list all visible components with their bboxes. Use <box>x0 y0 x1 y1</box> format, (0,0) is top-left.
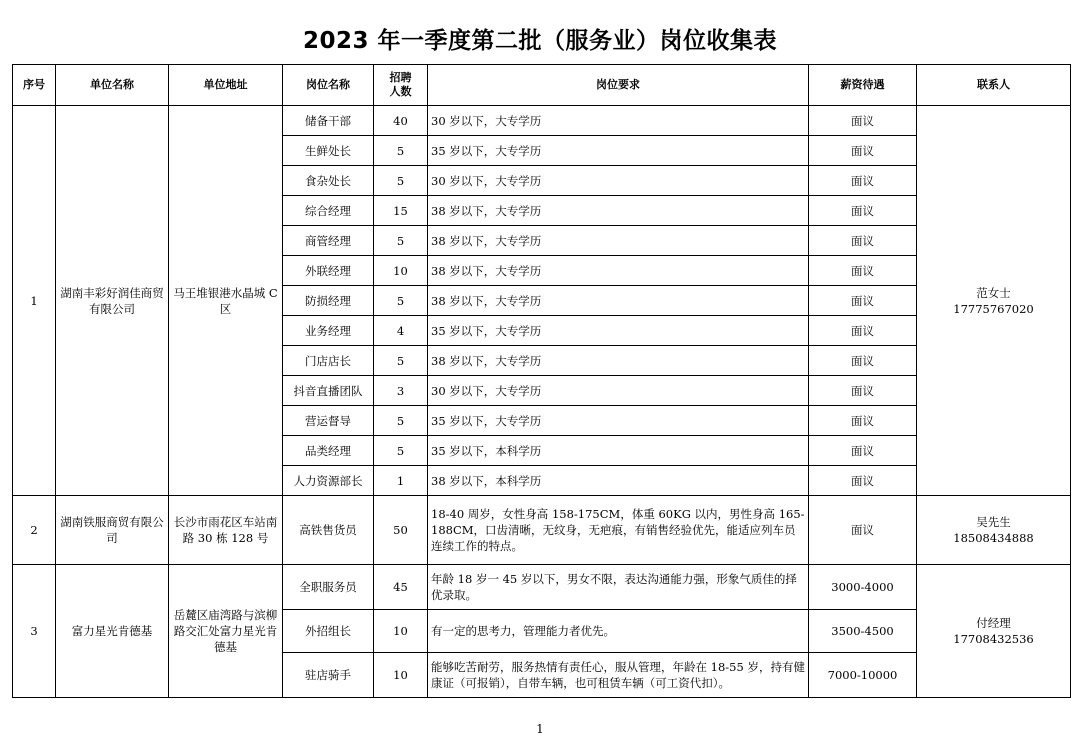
salary-cell: 面议 <box>809 466 917 496</box>
company-address-cell: 岳麓区庙湾路与滨柳路交汇处富力星光肯德基 <box>169 565 283 698</box>
company-address-cell: 马王堆银港水晶城 C 区 <box>169 106 283 496</box>
contact-name: 范女士 <box>976 285 1011 300</box>
header-count-line2: 人数 <box>389 85 412 98</box>
count-cell: 5 <box>374 226 428 256</box>
requirements-cell: 能够吃苦耐劳，服务热情有责任心，服从管理，年龄在 18-55 岁，持有健康证（可报销），自带车辆，也可租赁车辆（可工资代扣）。 <box>428 653 809 698</box>
header-address: 单位地址 <box>169 65 283 106</box>
salary-cell: 面议 <box>809 166 917 196</box>
position-cell: 综合经理 <box>283 196 374 226</box>
requirements-cell: 38 岁以下，大专学历 <box>428 346 809 376</box>
requirements-cell: 35 岁以下，大专学历 <box>428 406 809 436</box>
contact-cell <box>917 106 1071 496</box>
salary-cell: 面议 <box>809 136 917 166</box>
header-salary: 薪资待遇 <box>809 65 917 106</box>
company-name-cell: 富力星光肯德基 <box>56 565 169 698</box>
requirements-cell: 38 岁以下，大专学历 <box>428 256 809 286</box>
contact-phone: 17775767020 <box>953 301 1034 316</box>
page-number: 1 <box>536 722 544 736</box>
position-cell: 商管经理 <box>283 226 374 256</box>
seq-cell: 2 <box>13 496 56 565</box>
position-cell: 门店店长 <box>283 346 374 376</box>
requirements-cell: 30 岁以下，大专学历 <box>428 166 809 196</box>
salary-cell: 3500-4500 <box>809 610 917 653</box>
table-row <box>13 565 1071 610</box>
count-cell: 5 <box>374 136 428 166</box>
seq-cell: 1 <box>13 106 56 496</box>
requirements-cell: 有一定的思考力，管理能力者优先。 <box>428 610 809 653</box>
position-cell: 高铁售货员 <box>283 496 374 565</box>
contact-cell <box>917 496 1071 565</box>
position-cell: 食杂处长 <box>283 166 374 196</box>
position-cell: 全职服务员 <box>283 565 374 610</box>
count-cell: 4 <box>374 316 428 346</box>
salary-cell: 面议 <box>809 406 917 436</box>
header-seq: 序号 <box>13 65 56 106</box>
position-cell: 品类经理 <box>283 436 374 466</box>
count-cell: 10 <box>374 256 428 286</box>
requirements-cell: 38 岁以下，大专学历 <box>428 196 809 226</box>
salary-cell: 3000-4000 <box>809 565 917 610</box>
requirements-cell: 30 岁以下，大专学历 <box>428 106 809 136</box>
table-body <box>13 106 1071 698</box>
header-position: 岗位名称 <box>283 65 374 106</box>
contact-name: 付经理 <box>976 616 1011 630</box>
salary-cell: 面议 <box>809 226 917 256</box>
requirements-cell: 35 岁以下，大专学历 <box>428 136 809 166</box>
requirements-cell: 38 岁以下，本科学历 <box>428 466 809 496</box>
salary-cell: 面议 <box>809 376 917 406</box>
requirements-cell: 30 岁以下，大专学历 <box>428 376 809 406</box>
table-row <box>13 106 1071 136</box>
header-count-line1: 招聘 <box>389 71 412 84</box>
requirements-cell: 年龄 18 岁一 45 岁以下，男女不限，表达沟通能力强，形象气质佳的择优录取。 <box>428 565 809 610</box>
salary-cell: 面议 <box>809 286 917 316</box>
count-cell: 5 <box>374 286 428 316</box>
contact-phone: 18508434888 <box>953 531 1034 545</box>
count-cell: 5 <box>374 346 428 376</box>
count-cell: 5 <box>374 436 428 466</box>
contact-phone: 17708432536 <box>953 632 1034 646</box>
requirements-cell: 18-40 周岁，女性身高 158-175CM，体重 60KG 以内，男性身高 165-188CM，口齿清晰，无纹身，无疤痕，有销售经验优先，能适应列车员连续工作的特点。 <box>428 496 809 565</box>
count-cell: 5 <box>374 166 428 196</box>
page-title: 2023 年一季度第二批（服务业）岗位收集表 <box>302 28 778 54</box>
count-cell: 15 <box>374 196 428 226</box>
salary-cell: 面议 <box>809 346 917 376</box>
count-cell: 5 <box>374 406 428 436</box>
table-row <box>13 496 1071 565</box>
position-cell: 储备干部 <box>283 106 374 136</box>
salary-cell: 面议 <box>809 436 917 466</box>
header-contact: 联系人 <box>917 65 1071 106</box>
header-row <box>13 65 1071 106</box>
salary-cell: 面议 <box>809 106 917 136</box>
position-cell: 营运督导 <box>283 406 374 436</box>
salary-cell: 面议 <box>809 256 917 286</box>
requirements-cell: 38 岁以下，大专学历 <box>428 226 809 256</box>
company-name-cell: 湖南丰彩好润佳商贸有限公司 <box>56 106 169 496</box>
position-cell: 业务经理 <box>283 316 374 346</box>
count-cell: 10 <box>374 610 428 653</box>
position-cell: 人力资源部长 <box>283 466 374 496</box>
company-name-cell: 湖南铁服商贸有限公司 <box>56 496 169 565</box>
job-table <box>12 64 1071 698</box>
requirements-cell: 35 岁以下，大专学历 <box>428 316 809 346</box>
contact-name: 吴先生 <box>976 515 1011 529</box>
header-count <box>374 65 428 106</box>
count-cell: 3 <box>374 376 428 406</box>
requirements-cell: 35 岁以下，本科学历 <box>428 436 809 466</box>
position-cell: 防损经理 <box>283 286 374 316</box>
salary-cell: 面议 <box>809 496 917 565</box>
requirements-cell: 38 岁以下，大专学历 <box>428 286 809 316</box>
position-cell: 外招组长 <box>283 610 374 653</box>
position-cell: 外联经理 <box>283 256 374 286</box>
count-cell: 50 <box>374 496 428 565</box>
salary-cell: 面议 <box>809 196 917 226</box>
salary-cell: 7000-10000 <box>809 653 917 698</box>
header-company: 单位名称 <box>56 65 169 106</box>
position-cell: 生鲜处长 <box>283 136 374 166</box>
company-address-cell: 长沙市雨花区车站南路 30 栋 128 号 <box>169 496 283 565</box>
position-cell: 驻店骑手 <box>283 653 374 698</box>
count-cell: 1 <box>374 466 428 496</box>
header-requirements: 岗位要求 <box>428 65 809 106</box>
count-cell: 45 <box>374 565 428 610</box>
seq-cell: 3 <box>13 565 56 698</box>
count-cell: 10 <box>374 653 428 698</box>
contact-cell <box>917 565 1071 698</box>
position-cell: 抖音直播团队 <box>283 376 374 406</box>
salary-cell: 面议 <box>809 316 917 346</box>
count-cell: 40 <box>374 106 428 136</box>
